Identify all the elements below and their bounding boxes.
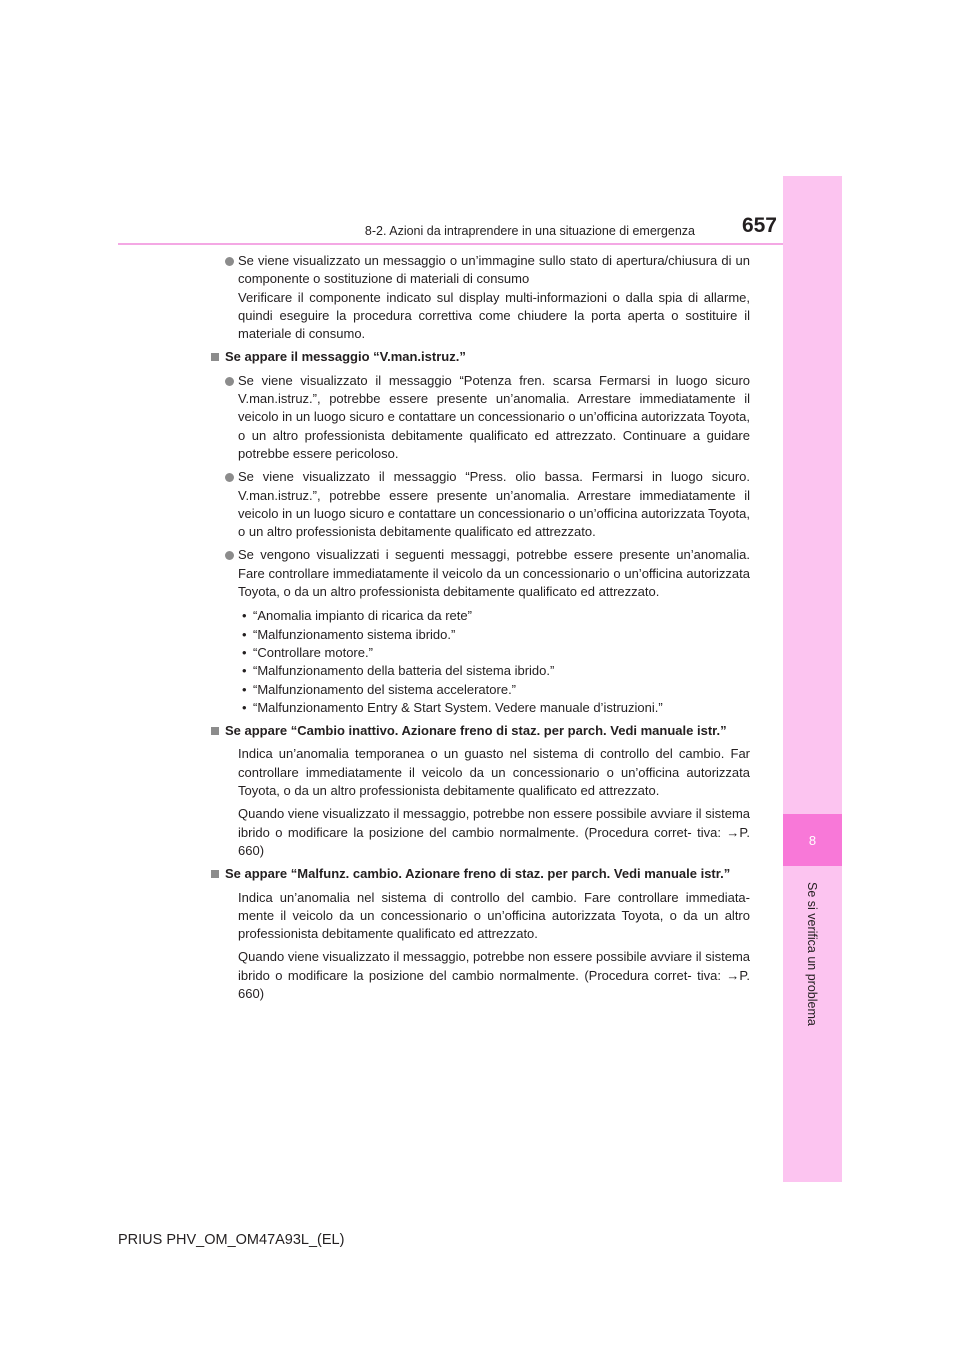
message-list <box>210 607 750 717</box>
bullet-text: Se vengono visualizzati i seguenti messaggi, potrebbe essere presente un’anomalia. Fare controllare immediatamente il veicolo da un concessionario o un’officina autorizzata Toyota, o da un altro professionista debitamente qualificato ed attrezzato. <box>238 547 750 600</box>
heading-text: Se appare “Cambio inattivo. Azionare freno di staz. per parch. Vedi manuale istr.” <box>225 723 727 739</box>
heading-text: Se appare il messaggio “V.man.istruz.” <box>225 349 466 365</box>
paragraph: Quando viene visualizzato il messaggio, potrebbe non essere possibile avviare il sistema ibrido o modificare la posizione del cambio normalmente. (Procedura corret- tiva: →P. 660) <box>238 806 750 858</box>
bullet-item <box>210 546 750 601</box>
chapter-number-badge: 8 <box>783 814 842 866</box>
circle-bullet-icon <box>225 377 234 386</box>
circle-bullet-icon <box>225 473 234 482</box>
paragraph: Quando viene visualizzato il messaggio, potrebbe non essere possibile avviare il sistema ibrido o modificare la posizione del cambio normalmente. (Procedura corret- tiva: →P. 660) <box>238 949 750 1001</box>
square-bullet-icon <box>211 870 219 878</box>
section-heading <box>210 865 750 883</box>
bullet-text: Se viene visualizzato un messaggio o un’immagine sullo stato di apertura/chiusura di un componente o sostituzione di materiali di consumo <box>238 253 750 287</box>
list-item: • “Malfunzionamento della batteria del sistema ibrido.” <box>242 663 555 679</box>
list-item: • “Controllare motore.” <box>242 644 373 660</box>
heading-text: Se appare “Malfunz. cambio. Azionare freno di staz. per parch. Vedi manuale istr.” <box>225 866 731 882</box>
section-heading <box>210 722 750 740</box>
circle-bullet-icon <box>225 551 234 560</box>
page-content <box>210 252 750 1008</box>
bullet-text: Se viene visualizzato il messaggio “Press. olio bassa. Fermarsi in luogo sicuro. V.man.istruz.”, potrebbe essere presente un’anomalia. Arrestare immediatamente il veicolo in un luogo sicuro e contattare un concessionario o un’officina autorizzata Toyota, o un altro professionista debitamente qualificato ed attrezzato. <box>238 469 750 540</box>
bullet-item <box>210 372 750 463</box>
paragraph: Indica un’anomalia nel sistema di controllo del cambio. Fare controllare immediata- mente il veicolo da un concessionario o un’officina autorizzata Toyota, o da un altro professionista debitamente qualificato ed attrezzato. <box>238 889 750 942</box>
circle-bullet-icon <box>225 257 234 266</box>
square-bullet-icon <box>211 353 219 361</box>
list-item: • “Malfunzionamento sistema ibrido.” <box>242 626 456 642</box>
section-heading <box>210 348 750 366</box>
bullet-item <box>210 252 750 343</box>
bullet-item <box>210 468 750 541</box>
bullet-text: Verificare il componente indicato sul display multi-informazioni o dalla spia di allarme, quindi eseguire la procedura correttiva come chiudere la porta aperta o sostituire il materiale di consumo. <box>238 289 750 342</box>
list-item: • “Malfunzionamento del sistema acceleratore.” <box>242 681 517 697</box>
square-bullet-icon <box>211 727 219 735</box>
header-divider <box>118 243 783 245</box>
manual-code: PRIUS PHV_OM_OM47A93L_(EL) <box>118 1232 345 1248</box>
section-title: 8-2. Azioni da intraprendere in una situazione di emergenza <box>364 224 695 238</box>
list-item: • “Anomalia impianto di ricarica da rete” <box>242 608 472 624</box>
list-item: • “Malfunzionamento Entry & Start System. Vedere manuale d’istruzioni.” <box>242 699 663 715</box>
bullet-text: Se viene visualizzato il messaggio “Potenza fren. scarsa Fermarsi in luogo sicuro V.man.istruz.”, potrebbe essere presente un’anomalia. Arrestare immediatamente il veicolo in un luogo sicuro e contattare un concessionario o un’officina autorizzata Toyota, o un altro professionista debitamente qualificato ed attrezzato. Continuare a guidare potrebbe essere pericoloso. <box>238 372 750 461</box>
paragraph: Indica un’anomalia temporanea o un guasto nel sistema di controllo del cambio. Far controllare immediatamente il veicolo da un concessionario o un’officina autorizzata Toyota, o da un altro professionista debitamente qualificato ed attrezzato. <box>238 746 750 799</box>
page-number: 657 <box>741 214 777 237</box>
chapter-label: Se si verifica un problema <box>805 882 819 1026</box>
